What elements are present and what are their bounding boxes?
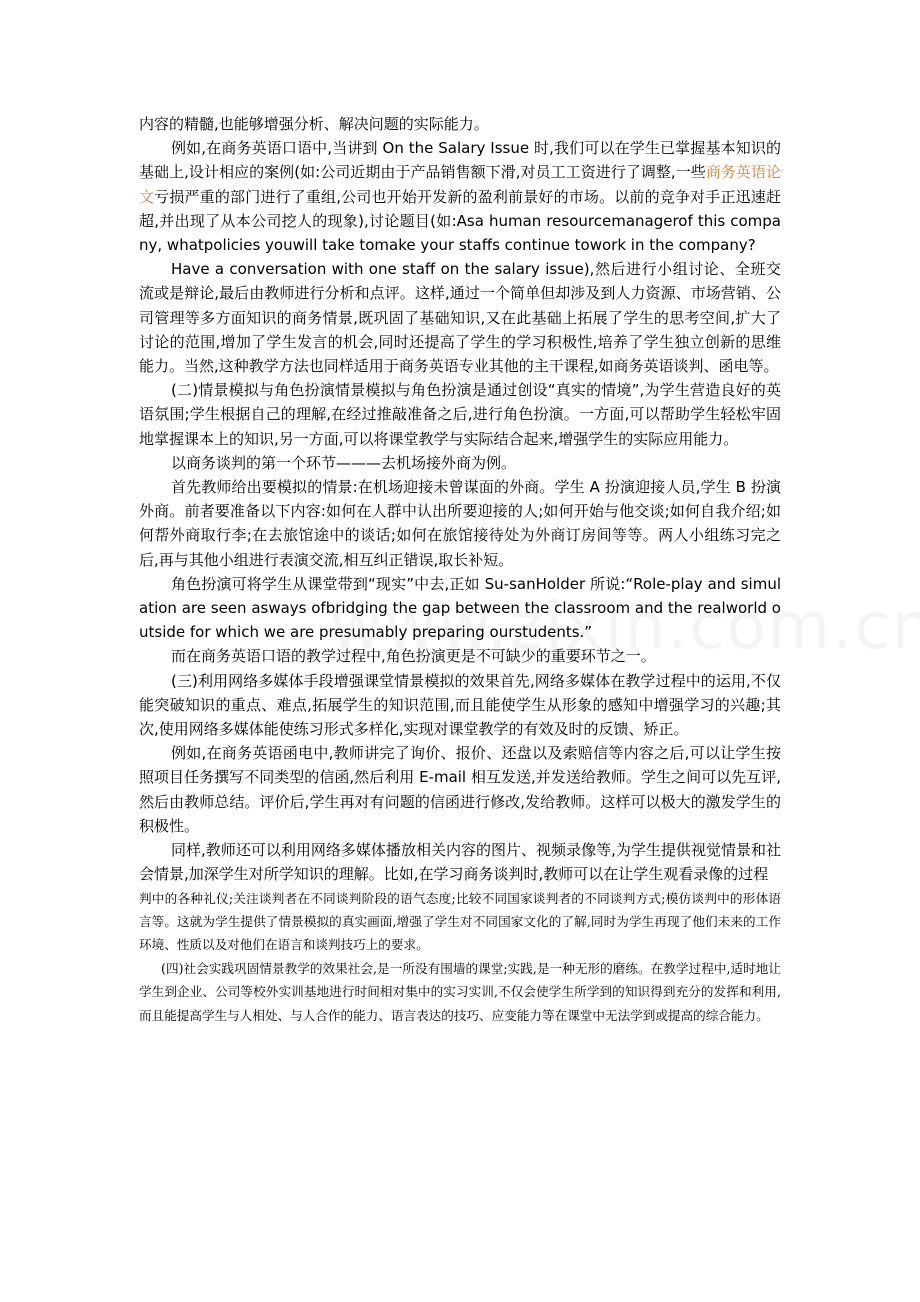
document-body: [139, 112, 781, 1027]
paragraph-2-text-a: 例如,在商务英语口语中,当讲到 On the Salary Issue 时,我们可以在学生已掌握基本知识的基础上,设计相应的案例(如:公司近期由于产品销售额下滑,对员工工资进行了调整,一些: [139, 139, 781, 182]
paragraph-11: 同样,教师还可以利用网络多媒体播放相关内容的图片、视频录像等,为学生提供视觉情景和社会情景,加深学生对所学知识的理解。比如,在学习商务谈判时,教师可以在让学生观看录像的过程: [139, 841, 781, 884]
paragraph-6: 首先教师给出要模拟的情景:在机场迎接未曾谋面的外商。学生 A 扮演迎接人员,学生 B 扮演外商。前者要准备以下内容:如何在人群中认出所要迎接的人;如何开始与他交谈;如何自我介绍;如何帮外商取行李;在去旅馆途中的谈话;如何在旅馆接待处为外商订房间等等。两人小组练习完之后,再与其他小组进行表演交流,相互纠正错误,取长补短。: [139, 478, 781, 569]
paragraph-1: 内容的精髓,也能够增强分析、解决问题的实际能力。: [139, 115, 489, 133]
paragraph-2: [139, 136, 781, 257]
paragraph-10: 例如,在商务英语函电中,教师讲完了询价、报价、还盘以及索赔信等内容之后,可以让学生按照项目任务撰写不同类型的信函,然后利用 E-mail 相互发送,并发送给教师。学生之间可以先互评,然后由教师总结。评价后,学生再对有问题的信函进行修改,发给教师。这样可以极大的激发学生的积极性。: [139, 744, 781, 835]
paragraph-3: Have a conversation with one staff on the salary issue),然后进行小组讨论、全班交流或是辩论,最后由教师进行分析和点评。这样,通过一个简单但却涉及到人力资源、市场营销、公司管理等多方面知识的商务情景,既巩固了基础知识,又在此基础上拓展了学生的思考空间,扩大了讨论的范围,增加了学生发言的机会,同时还提高了学生的学习积极性,培养了学生独立创新的思维能力。当然,这种教学方法也同样适用于商务英语专业其他的主干课程,如商务英语谈判、函电等。: [139, 260, 781, 376]
paragraph-12: 判中的各种礼仪;关注谈判者在不同谈判阶段的语气态度;比较不同国家谈判者的不同谈判方式;模仿谈判中的形体语言等。这就为学生提供了情景模拟的真实画面,增强了学生对不同国家文化的了解,同时为学生再现了他们未来的工作环境、性质以及对他们在语言和谈判技巧上的要求。: [139, 890, 781, 953]
paragraph-4: (二)情景模拟与角色扮演情景模拟与角色扮演是通过创设“真实的情境”,为学生营造良好的英语氛围;学生根据自己的理解,在经过推敲准备之后,进行角色扮演。一方面,可以帮助学生轻松牢固地掌握课本上的知识,另一方面,可以将课堂教学与实际结合起来,增强学生的实际应用能力。: [139, 381, 781, 448]
business-english-paper-link[interactable]: 商务英语论文: [139, 163, 781, 206]
paragraph-9: (三)利用网络多媒体手段增强课堂情景模拟的效果首先,网络多媒体在教学过程中的运用,不仅能突破知识的重点、难点,拓展学生的知识范围,而且能使学生从形象的感知中增强学习的兴趣;其次,使用网络多媒体能使练习形式多样化,实现对课堂教学的有效及时的反馈、矫正。: [139, 671, 781, 739]
paragraph-7: 角色扮演可将学生从课堂带到“现实”中去,正如 Su-sanHolder 所说:“Role-play and simulation are seen asways ofbridging the gap between the classroom and the realworld outside for which we are presumably preparing ourstudents.”: [139, 574, 781, 642]
paragraph-13: (四)社会实践巩固情景教学的效果社会,是一所没有围墙的课堂;实践,是一种无形的磨练。在教学过程中,适时地让学生到企业、公司等校外实训基地进行时间相对集中的实习实训,不仅会使学生所学到的知识得到充分的发挥和利用,而且能提高学生与人相处、与人合作的能力、语言表达的技巧、应变能力等在课堂中无法学到或提高的综合能力。: [139, 960, 781, 1023]
paragraph-8: 而在商务英语口语的教学过程中,角色扮演更是不可缺少的重要环节之一。: [171, 647, 656, 666]
paragraph-5: 以商务谈判的第一个环节———去机场接外商为例。: [171, 453, 517, 472]
paragraph-2-text-b: 亏损严重的部门进行了重组,公司也开始开发新的盈利前景好的市场。以前的竞争对手正迅速赶超,并出现了从本公司挖人的现象),讨论题目(如:Asa human resourcemanagerof this company, whatpolicies youwill take tomake your staffs continue towork in the company?: [139, 187, 781, 255]
